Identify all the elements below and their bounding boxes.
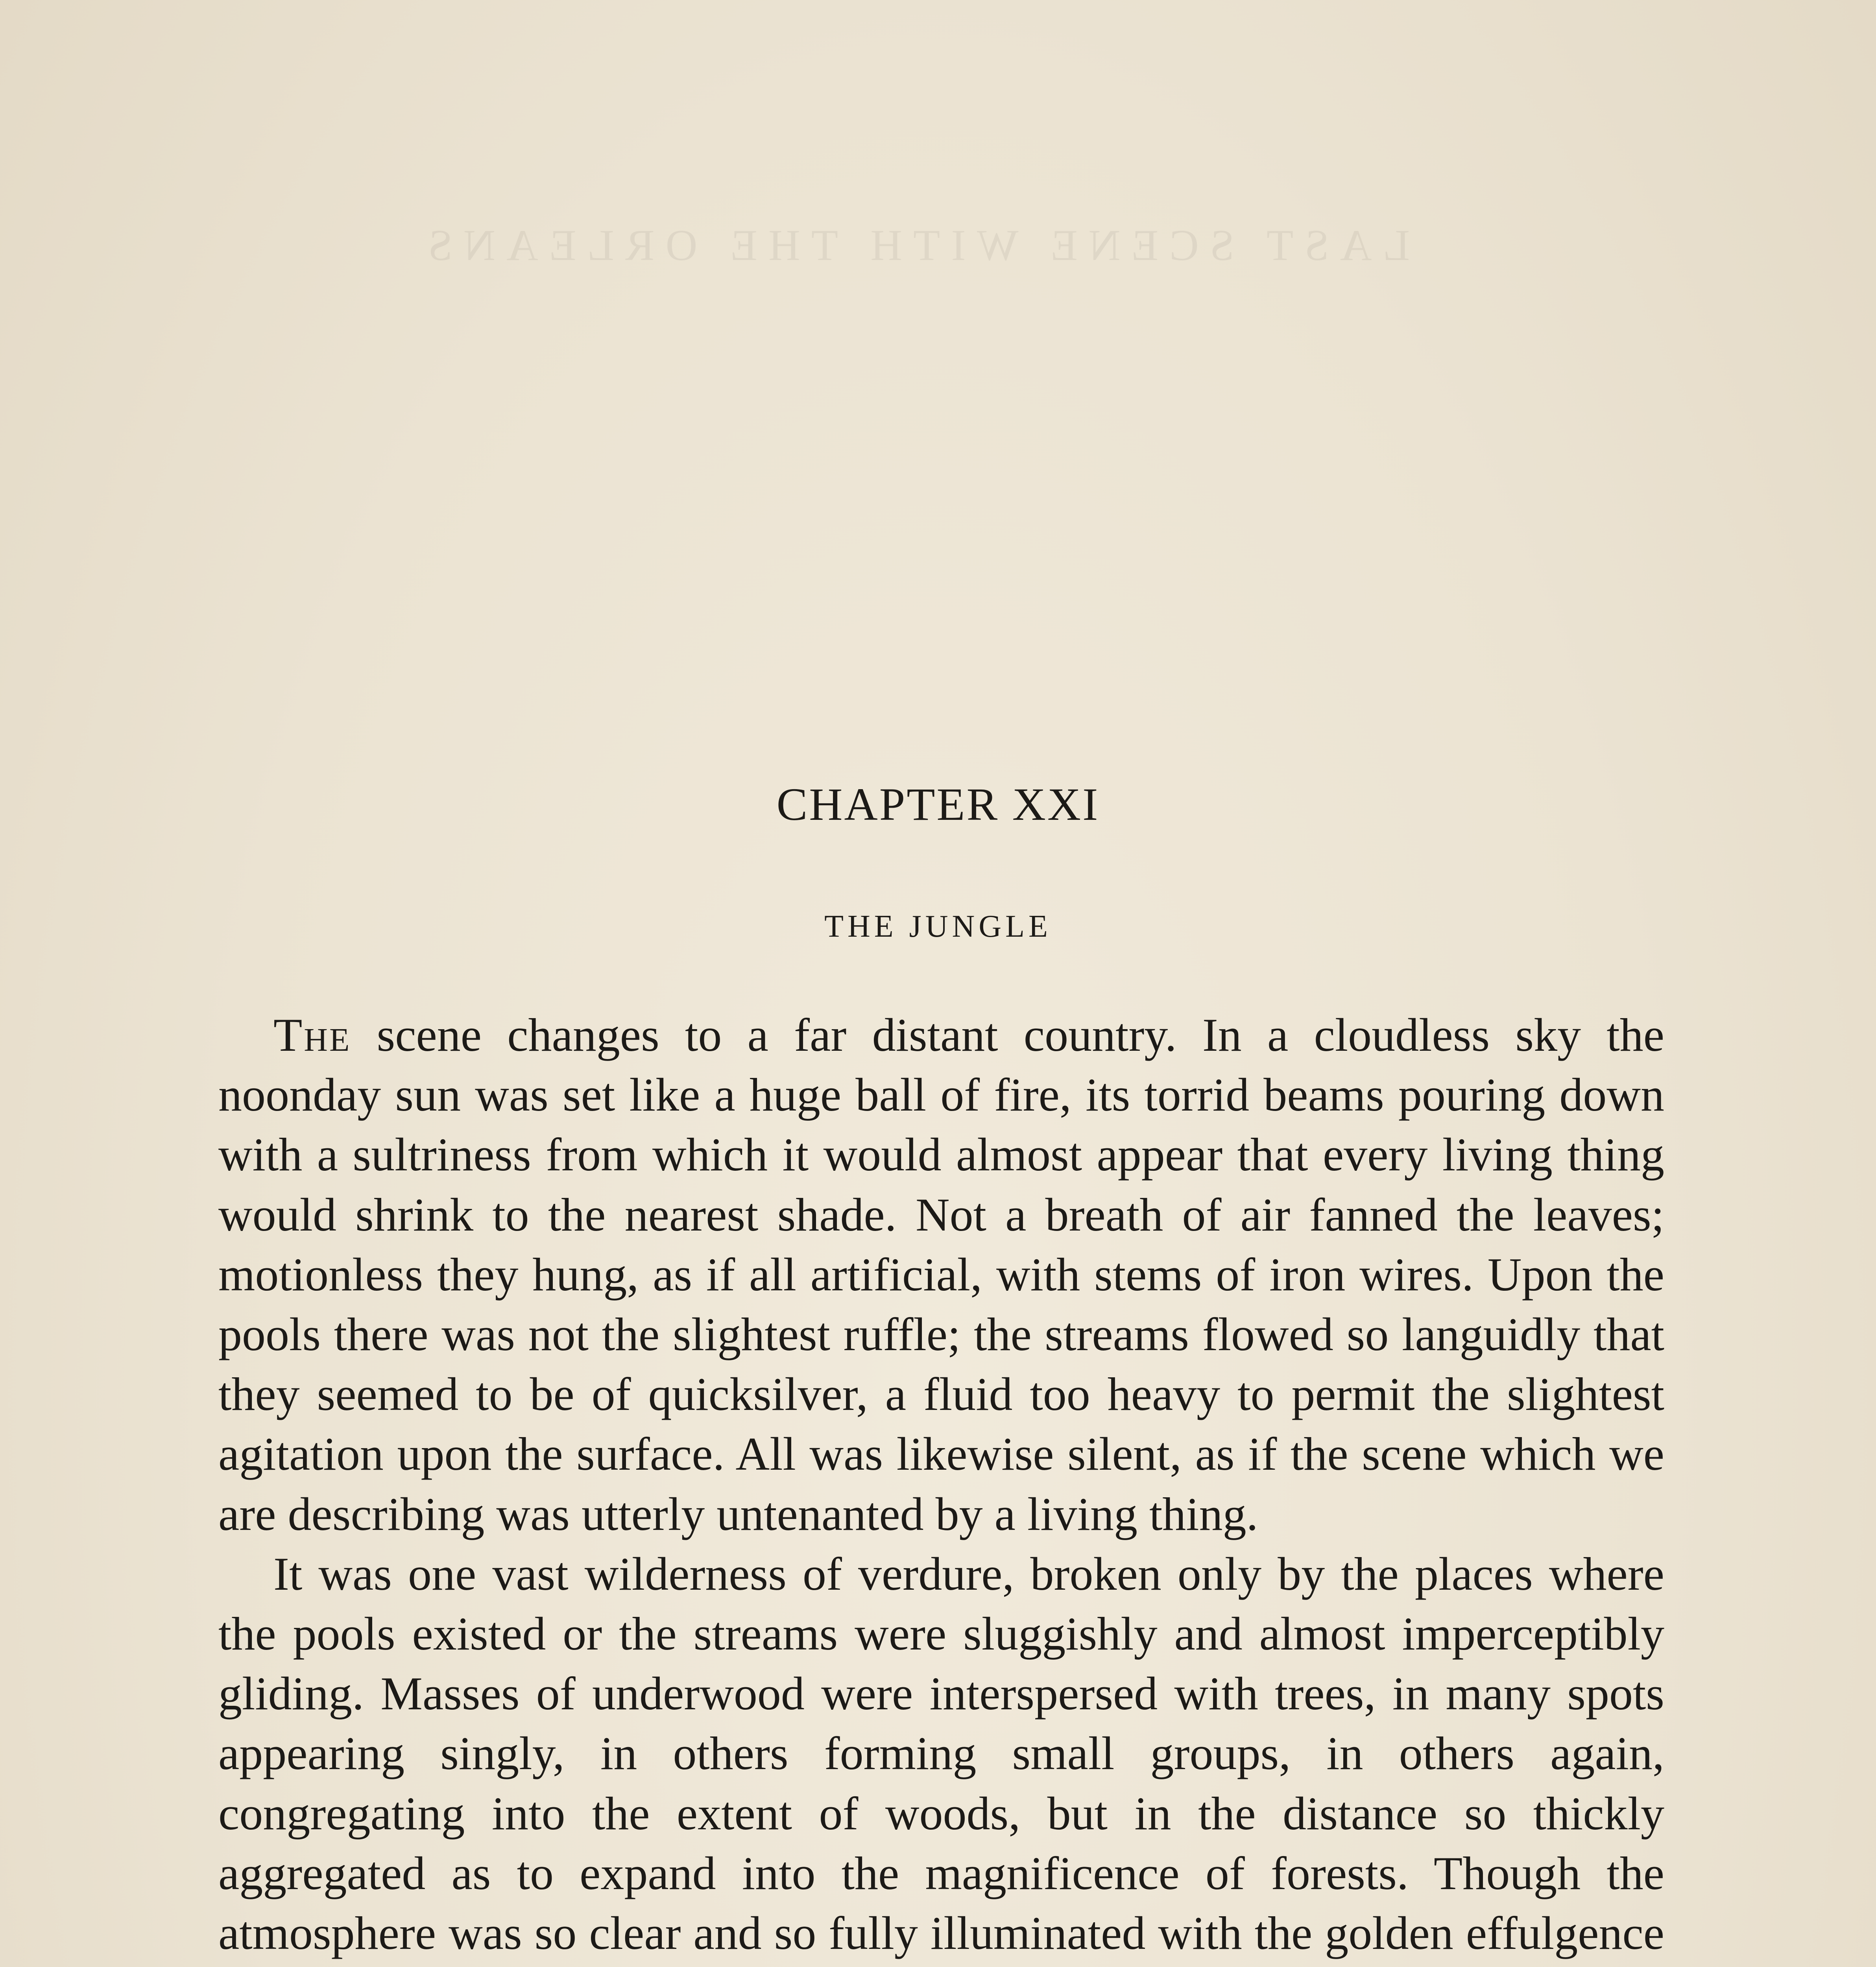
chapter-title: CHAPTER XXI [776,779,1100,830]
lead-word: The [273,1009,351,1061]
paragraph-1-text: scene changes to a far distant country. In a cloudless sky the noonday sun was set like a huge ball of fire, its torrid beams pouring down with a sultriness from which it would almost appear that every living thing would shrink to the nearest shade. Not a breath of air fanned the leaves; motionless they hung, as if all artificial, with stems of iron wires. Upon the pools there was not the slightest ruffle; the streams flowed so languidly that they seemed to be of quicksilver, a fluid too heavy to permit the slightest agitation upon the surface. All was likewise silent, as if the scene which we are describing was utterly untenanted by a living thing. [218,1009,1664,1540]
chapter-subtitle: THE JUNGLE [824,909,1052,944]
paragraph-2: It was one vast wilderness of verdure, broken only by the places where the pools existed or the streams were sluggishly and almost imperceptibly gliding. Masses of underwood were interspersed with trees, in many spots appearing singly, in others forming small groups, in others again, congregating into the extent of woods, but in the distance so thickly aggregated as to expand into the magnificence of forests. Though the atmosphere was so clear and so fully illuminated with the golden effulgence [218,1547,1664,1960]
bleed-through-header: LAST SCENE WITH THE ORLEANS [417,221,1410,270]
paragraph-1 [218,1005,1664,1544]
body-text [218,1005,1664,1967]
